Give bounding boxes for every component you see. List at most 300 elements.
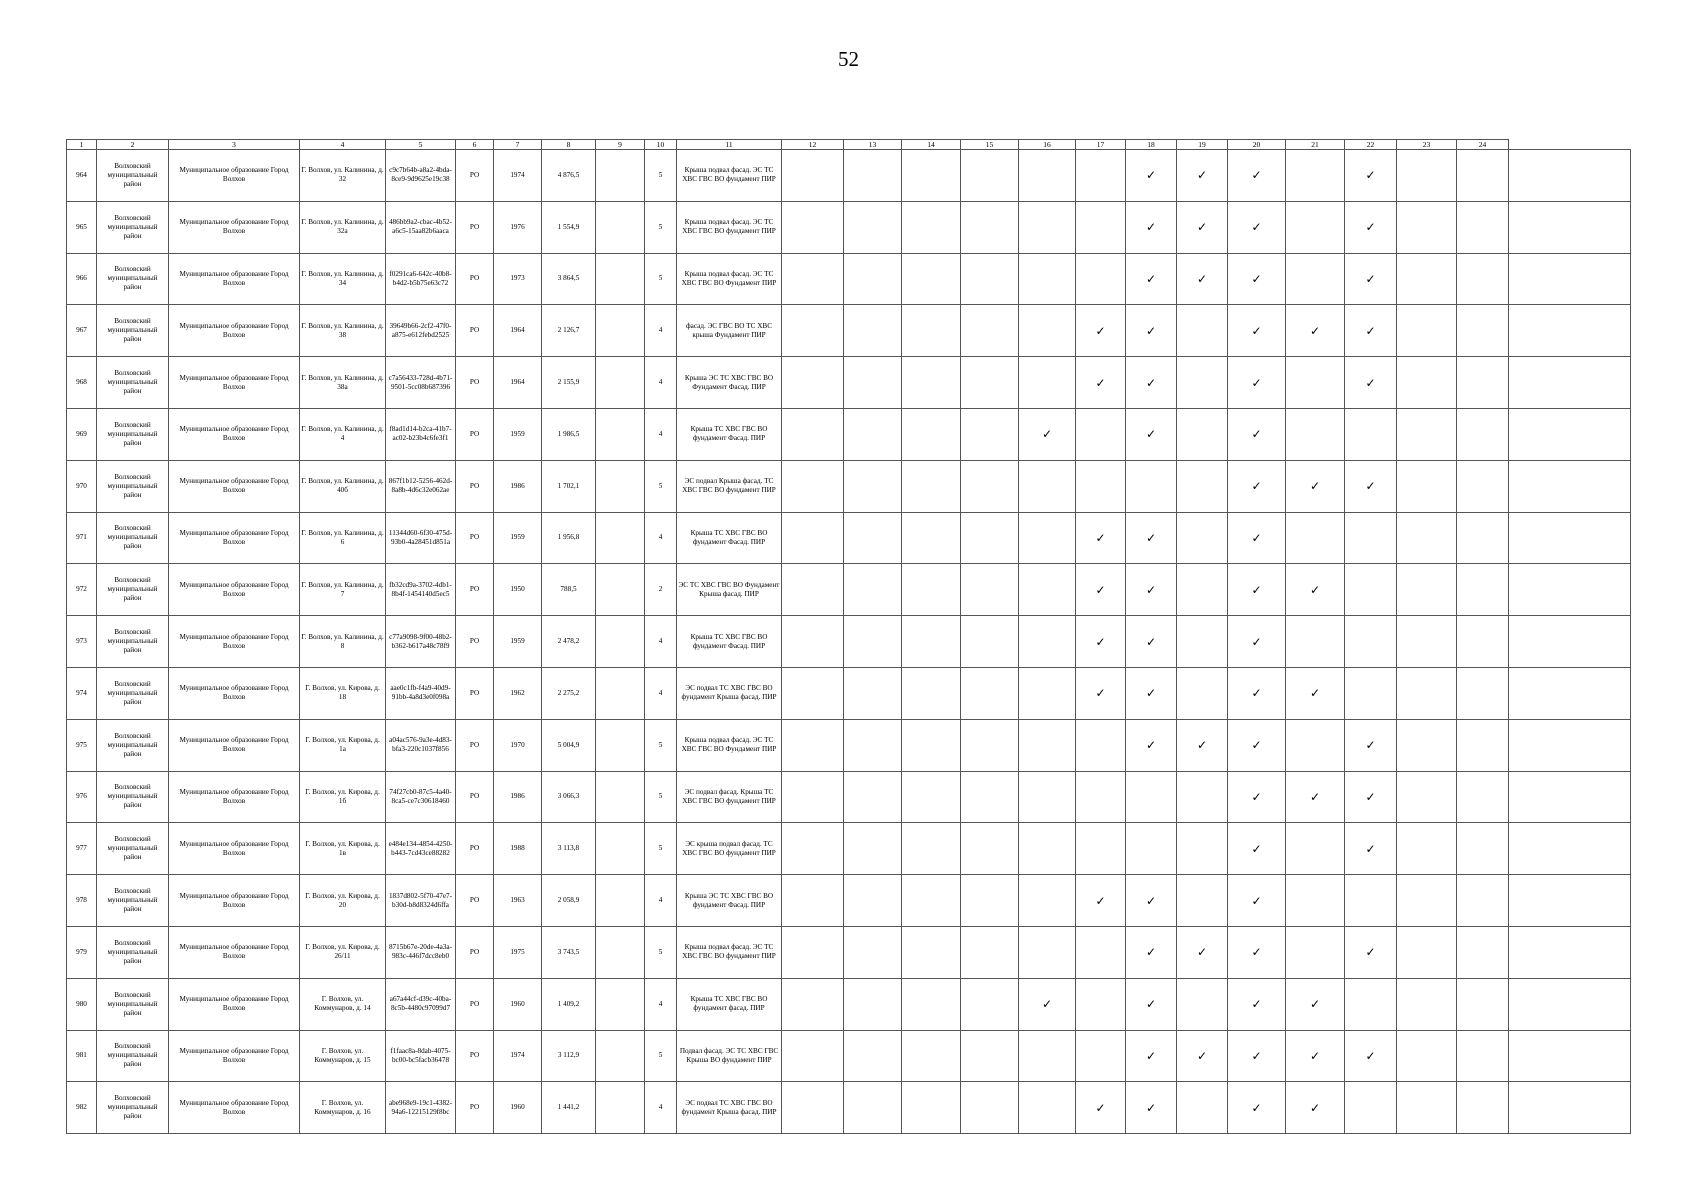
empty-mark-cell: [844, 1030, 902, 1082]
empty-mark-cell: [782, 1082, 844, 1134]
empty-mark-cell: [1019, 460, 1076, 512]
check-mark-icon: ✓: [1076, 357, 1126, 409]
empty-mark-cell: [1286, 408, 1345, 460]
empty-mark-cell: [961, 460, 1019, 512]
municipality-cell: Муниципальное образование Город Волхов: [169, 150, 300, 202]
house-guid-cell: fb32cd9a-3702-4db1-8b4f-1454140d5ec5: [386, 564, 456, 616]
empty-mark-cell: [1397, 305, 1457, 357]
area-cell: 2 058,9: [542, 875, 596, 927]
empty-mark-cell: [1397, 150, 1457, 202]
build-year-cell: 1950: [494, 564, 542, 616]
check-mark-icon: ✓: [1345, 1030, 1397, 1082]
build-year-cell: 1986: [494, 771, 542, 823]
district-cell: Волховский муниципальный район: [97, 1082, 169, 1134]
check-mark-icon: ✓: [1286, 667, 1345, 719]
empty-mark-cell: [1509, 823, 1631, 875]
empty-mark-cell: [1177, 823, 1228, 875]
column-number: 24: [1457, 140, 1509, 150]
municipality-cell: Муниципальное образование Город Волхов: [169, 408, 300, 460]
column-number: 4: [300, 140, 386, 150]
column-9-cell: [596, 253, 645, 305]
empty-mark-cell: [782, 253, 844, 305]
build-year-cell: 1975: [494, 926, 542, 978]
works-list-cell: Подвал фасад. ЭС ТС ХВС ГВС Крыша ВО фундамент ПИР: [677, 1030, 782, 1082]
empty-mark-cell: [902, 305, 961, 357]
column-number: 18: [1126, 140, 1177, 150]
empty-mark-cell: [902, 150, 961, 202]
build-year-cell: 1964: [494, 305, 542, 357]
floors-cell: 5: [645, 823, 677, 875]
municipality-cell: Муниципальное образование Город Волхов: [169, 460, 300, 512]
column-number: 23: [1397, 140, 1457, 150]
house-guid-cell: c77a9098-9f00-48b2-b362-b617a48c78f9: [386, 616, 456, 668]
area-cell: 3 112,9: [542, 1030, 596, 1082]
house-guid-cell: a67a44cf-d39c-40ba-8c5b-4480c97099d7: [386, 978, 456, 1030]
area-cell: 1 554,9: [542, 201, 596, 253]
check-mark-icon: ✓: [1076, 875, 1126, 927]
check-mark-icon: ✓: [1126, 616, 1177, 668]
check-mark-icon: ✓: [1126, 150, 1177, 202]
empty-mark-cell: [782, 512, 844, 564]
municipality-cell: Муниципальное образование Город Волхов: [169, 357, 300, 409]
check-mark-icon: ✓: [1228, 771, 1286, 823]
district-cell: Волховский муниципальный район: [97, 564, 169, 616]
check-mark-icon: ✓: [1345, 771, 1397, 823]
district-cell: Волховский муниципальный район: [97, 253, 169, 305]
municipality-cell: Муниципальное образование Город Волхов: [169, 823, 300, 875]
empty-mark-cell: [1019, 201, 1076, 253]
check-mark-icon: ✓: [1286, 460, 1345, 512]
empty-mark-cell: [844, 564, 902, 616]
municipality-cell: Муниципальное образование Город Волхов: [169, 875, 300, 927]
check-mark-icon: ✓: [1126, 201, 1177, 253]
district-cell: Волховский муниципальный район: [97, 978, 169, 1030]
empty-mark-cell: [1076, 823, 1126, 875]
empty-mark-cell: [1509, 564, 1631, 616]
empty-mark-cell: [782, 357, 844, 409]
empty-mark-cell: [1457, 253, 1509, 305]
empty-mark-cell: [902, 460, 961, 512]
build-year-cell: 1970: [494, 719, 542, 771]
empty-mark-cell: [1457, 1082, 1509, 1134]
empty-mark-cell: [1457, 1030, 1509, 1082]
works-list-cell: ЭС подвал ТС ХВС ГВС ВО фундамент Крыша фасад. ПИР: [677, 1082, 782, 1134]
empty-mark-cell: [1397, 616, 1457, 668]
register-table: [66, 139, 1631, 1134]
empty-mark-cell: [782, 823, 844, 875]
column-number: 19: [1177, 140, 1228, 150]
row-number-cell: 981: [67, 1030, 97, 1082]
empty-mark-cell: [1397, 1030, 1457, 1082]
empty-mark-cell: [961, 408, 1019, 460]
empty-mark-cell: [1457, 667, 1509, 719]
empty-mark-cell: [1397, 408, 1457, 460]
municipality-cell: Муниципальное образование Город Волхов: [169, 719, 300, 771]
area-cell: 788,5: [542, 564, 596, 616]
address-cell: Г. Волхов, ул. Кирова, д. 18: [300, 667, 386, 719]
check-mark-icon: ✓: [1228, 357, 1286, 409]
empty-mark-cell: [902, 771, 961, 823]
empty-mark-cell: [1397, 357, 1457, 409]
empty-mark-cell: [1457, 719, 1509, 771]
check-mark-icon: ✓: [1126, 719, 1177, 771]
empty-mark-cell: [1286, 150, 1345, 202]
works-list-cell: Крыша ТС ХВС ГВС ВО фундамент Фасад. ПИР: [677, 616, 782, 668]
table-row: [67, 616, 1631, 668]
empty-mark-cell: [1019, 616, 1076, 668]
column-number: 14: [902, 140, 961, 150]
district-cell: Волховский муниципальный район: [97, 926, 169, 978]
address-cell: Г. Волхов, ул. Калинина, д. 38: [300, 305, 386, 357]
empty-mark-cell: [1345, 667, 1397, 719]
district-cell: Волховский муниципальный район: [97, 875, 169, 927]
row-number-cell: 974: [67, 667, 97, 719]
row-number-cell: 964: [67, 150, 97, 202]
column-number: 17: [1076, 140, 1126, 150]
empty-mark-cell: [782, 460, 844, 512]
empty-mark-cell: [844, 978, 902, 1030]
empty-mark-cell: [1177, 771, 1228, 823]
account-form-cell: РО: [456, 771, 494, 823]
check-mark-icon: ✓: [1228, 305, 1286, 357]
empty-mark-cell: [1345, 1082, 1397, 1134]
empty-mark-cell: [1076, 719, 1126, 771]
account-form-cell: РО: [456, 408, 494, 460]
column-9-cell: [596, 408, 645, 460]
address-cell: Г. Волхов, ул. Калинина, д. 32: [300, 150, 386, 202]
empty-mark-cell: [902, 512, 961, 564]
empty-mark-cell: [1126, 771, 1177, 823]
empty-mark-cell: [1177, 408, 1228, 460]
address-cell: Г. Волхов, ул. Кирова, д. 1а: [300, 719, 386, 771]
empty-mark-cell: [782, 1030, 844, 1082]
table-row: [67, 771, 1631, 823]
area-cell: 4 876,5: [542, 150, 596, 202]
check-mark-icon: ✓: [1177, 1030, 1228, 1082]
district-cell: Волховский муниципальный район: [97, 201, 169, 253]
check-mark-icon: ✓: [1228, 978, 1286, 1030]
empty-mark-cell: [782, 564, 844, 616]
build-year-cell: 1962: [494, 667, 542, 719]
empty-mark-cell: [844, 616, 902, 668]
column-number: 9: [596, 140, 645, 150]
empty-mark-cell: [961, 150, 1019, 202]
check-mark-icon: ✓: [1286, 564, 1345, 616]
build-year-cell: 1959: [494, 512, 542, 564]
empty-mark-cell: [902, 926, 961, 978]
column-number: 21: [1286, 140, 1345, 150]
house-guid-cell: aae0c1fb-f4a9-40d9-91bb-4a8d3e0f098a: [386, 667, 456, 719]
floors-cell: 4: [645, 978, 677, 1030]
works-list-cell: Крыша подвал фасад. ЭС ТС ХВС ГВС ВО фундамент ПИР: [677, 201, 782, 253]
empty-mark-cell: [1019, 564, 1076, 616]
empty-mark-cell: [1286, 512, 1345, 564]
row-number-cell: 968: [67, 357, 97, 409]
check-mark-icon: ✓: [1345, 719, 1397, 771]
municipality-cell: Муниципальное образование Город Волхов: [169, 978, 300, 1030]
empty-mark-cell: [1345, 512, 1397, 564]
district-cell: Волховский муниципальный район: [97, 719, 169, 771]
empty-mark-cell: [1019, 1030, 1076, 1082]
empty-mark-cell: [844, 150, 902, 202]
empty-mark-cell: [1177, 512, 1228, 564]
check-mark-icon: ✓: [1286, 1082, 1345, 1134]
house-guid-cell: c9c7b64b-a8a2-4bda-8ce9-9d9625e19c38: [386, 150, 456, 202]
check-mark-icon: ✓: [1177, 201, 1228, 253]
column-9-cell: [596, 1030, 645, 1082]
empty-mark-cell: [1177, 305, 1228, 357]
empty-mark-cell: [902, 875, 961, 927]
floors-cell: 2: [645, 564, 677, 616]
district-cell: Волховский муниципальный район: [97, 150, 169, 202]
address-cell: Г. Волхов, ул. Кирова, д. 26/11: [300, 926, 386, 978]
empty-mark-cell: [1076, 150, 1126, 202]
area-cell: 2 126,7: [542, 305, 596, 357]
check-mark-icon: ✓: [1228, 667, 1286, 719]
address-cell: Г. Волхов, ул. Калинина, д. 8: [300, 616, 386, 668]
area-cell: 2 478,2: [542, 616, 596, 668]
table-row: [67, 357, 1631, 409]
empty-mark-cell: [902, 719, 961, 771]
check-mark-icon: ✓: [1345, 460, 1397, 512]
empty-mark-cell: [1509, 1030, 1631, 1082]
empty-mark-cell: [782, 150, 844, 202]
floors-cell: 4: [645, 357, 677, 409]
check-mark-icon: ✓: [1126, 253, 1177, 305]
empty-mark-cell: [1177, 1082, 1228, 1134]
empty-mark-cell: [1076, 408, 1126, 460]
area-cell: 1 409,2: [542, 978, 596, 1030]
build-year-cell: 1986: [494, 460, 542, 512]
empty-mark-cell: [1019, 719, 1076, 771]
row-number-cell: 972: [67, 564, 97, 616]
column-number: 3: [169, 140, 300, 150]
empty-mark-cell: [1076, 926, 1126, 978]
empty-mark-cell: [1019, 1082, 1076, 1134]
empty-mark-cell: [902, 667, 961, 719]
empty-mark-cell: [1019, 875, 1076, 927]
empty-mark-cell: [1076, 978, 1126, 1030]
account-form-cell: РО: [456, 926, 494, 978]
check-mark-icon: ✓: [1019, 408, 1076, 460]
works-list-cell: Крыша ТС ХВС ГВС ВО фундамент фасад. ПИР: [677, 978, 782, 1030]
empty-mark-cell: [961, 667, 1019, 719]
empty-mark-cell: [1019, 926, 1076, 978]
empty-mark-cell: [1509, 616, 1631, 668]
floors-cell: 4: [645, 512, 677, 564]
address-cell: Г. Волхов, ул. Калинина, д. 7: [300, 564, 386, 616]
empty-mark-cell: [1177, 978, 1228, 1030]
check-mark-icon: ✓: [1228, 1030, 1286, 1082]
district-cell: Волховский муниципальный район: [97, 460, 169, 512]
empty-mark-cell: [782, 771, 844, 823]
account-form-cell: РО: [456, 1082, 494, 1134]
check-mark-icon: ✓: [1177, 253, 1228, 305]
empty-mark-cell: [844, 719, 902, 771]
empty-mark-cell: [782, 875, 844, 927]
table-row: [67, 512, 1631, 564]
works-list-cell: ЭС подвал фасад. Крыша ТС ХВС ГВС ВО фундамент ПИР: [677, 771, 782, 823]
empty-mark-cell: [961, 719, 1019, 771]
empty-mark-cell: [1457, 201, 1509, 253]
check-mark-icon: ✓: [1228, 253, 1286, 305]
empty-mark-cell: [1509, 875, 1631, 927]
empty-mark-cell: [782, 616, 844, 668]
empty-mark-cell: [1019, 823, 1076, 875]
floors-cell: 5: [645, 150, 677, 202]
empty-mark-cell: [1457, 926, 1509, 978]
area-cell: 1 986,5: [542, 408, 596, 460]
check-mark-icon: ✓: [1076, 512, 1126, 564]
empty-mark-cell: [844, 875, 902, 927]
check-mark-icon: ✓: [1228, 460, 1286, 512]
house-guid-cell: 39649b66-2cf2-47f0-a875-e612febd2525: [386, 305, 456, 357]
empty-mark-cell: [902, 201, 961, 253]
empty-mark-cell: [1397, 667, 1457, 719]
address-cell: Г. Волхов, ул. Калинина, д. 38а: [300, 357, 386, 409]
column-9-cell: [596, 926, 645, 978]
empty-mark-cell: [844, 667, 902, 719]
build-year-cell: 1964: [494, 357, 542, 409]
empty-mark-cell: [1509, 305, 1631, 357]
column-9-cell: [596, 771, 645, 823]
floors-cell: 5: [645, 719, 677, 771]
empty-mark-cell: [1397, 564, 1457, 616]
check-mark-icon: ✓: [1345, 823, 1397, 875]
empty-mark-cell: [1509, 1082, 1631, 1134]
works-list-cell: Крыша ТС ХВС ГВС ВО фундамент Фасад. ПИР: [677, 408, 782, 460]
build-year-cell: 1960: [494, 1082, 542, 1134]
works-list-cell: ЭС подвал Крыша фасад. ТС ХВС ГВС ВО фундамент ПИР: [677, 460, 782, 512]
check-mark-icon: ✓: [1126, 875, 1177, 927]
account-form-cell: РО: [456, 253, 494, 305]
account-form-cell: РО: [456, 564, 494, 616]
empty-mark-cell: [1509, 357, 1631, 409]
check-mark-icon: ✓: [1286, 771, 1345, 823]
column-9-cell: [596, 201, 645, 253]
column-number: 5: [386, 140, 456, 150]
empty-mark-cell: [1457, 978, 1509, 1030]
check-mark-icon: ✓: [1345, 357, 1397, 409]
row-number-cell: 975: [67, 719, 97, 771]
check-mark-icon: ✓: [1228, 564, 1286, 616]
empty-mark-cell: [1457, 771, 1509, 823]
floors-cell: 4: [645, 875, 677, 927]
empty-mark-cell: [844, 460, 902, 512]
row-number-cell: 980: [67, 978, 97, 1030]
check-mark-icon: ✓: [1126, 305, 1177, 357]
column-9-cell: [596, 357, 645, 409]
empty-mark-cell: [961, 875, 1019, 927]
row-number-cell: 973: [67, 616, 97, 668]
check-mark-icon: ✓: [1126, 1082, 1177, 1134]
empty-mark-cell: [1019, 771, 1076, 823]
empty-mark-cell: [1019, 512, 1076, 564]
table-row: [67, 926, 1631, 978]
empty-mark-cell: [1019, 305, 1076, 357]
empty-mark-cell: [1457, 823, 1509, 875]
address-cell: Г. Волхов, ул. Калинина, д. 40б: [300, 460, 386, 512]
account-form-cell: РО: [456, 201, 494, 253]
table-row: [67, 978, 1631, 1030]
district-cell: Волховский муниципальный район: [97, 408, 169, 460]
works-list-cell: ЭС крыша подвал фасад. ТС ХВС ГВС ВО фундамент ПИР: [677, 823, 782, 875]
check-mark-icon: ✓: [1076, 305, 1126, 357]
municipality-cell: Муниципальное образование Город Волхов: [169, 1082, 300, 1134]
column-9-cell: [596, 1082, 645, 1134]
build-year-cell: 1959: [494, 408, 542, 460]
empty-mark-cell: [1457, 564, 1509, 616]
column-number: 16: [1019, 140, 1076, 150]
district-cell: Волховский муниципальный район: [97, 512, 169, 564]
check-mark-icon: ✓: [1076, 667, 1126, 719]
floors-cell: 5: [645, 253, 677, 305]
column-number: 10: [645, 140, 677, 150]
table-row: [67, 1082, 1631, 1134]
empty-mark-cell: [1177, 616, 1228, 668]
house-guid-cell: f1faac8a-8dab-4075-bc00-bc5facb36478: [386, 1030, 456, 1082]
house-guid-cell: 74f27cb0-87c5-4a40-8ca5-ce7c30618460: [386, 771, 456, 823]
house-guid-cell: 8715b67e-20de-4a3a-983c-446f7dcc8eb0: [386, 926, 456, 978]
account-form-cell: РО: [456, 719, 494, 771]
account-form-cell: РО: [456, 150, 494, 202]
check-mark-icon: ✓: [1286, 1030, 1345, 1082]
empty-mark-cell: [1397, 1082, 1457, 1134]
area-cell: 1 441,2: [542, 1082, 596, 1134]
empty-mark-cell: [1177, 875, 1228, 927]
empty-mark-cell: [902, 408, 961, 460]
row-number-cell: 969: [67, 408, 97, 460]
empty-mark-cell: [902, 1082, 961, 1134]
account-form-cell: РО: [456, 1030, 494, 1082]
check-mark-icon: ✓: [1345, 926, 1397, 978]
district-cell: Волховский муниципальный район: [97, 771, 169, 823]
check-mark-icon: ✓: [1126, 357, 1177, 409]
empty-mark-cell: [844, 512, 902, 564]
empty-mark-cell: [1286, 357, 1345, 409]
empty-mark-cell: [1509, 926, 1631, 978]
empty-mark-cell: [1397, 253, 1457, 305]
empty-mark-cell: [902, 616, 961, 668]
table-row: [67, 253, 1631, 305]
works-list-cell: ЭС подвал ТС ХВС ГВС ВО фундамент Крыша фасад. ПИР: [677, 667, 782, 719]
empty-mark-cell: [1345, 978, 1397, 1030]
row-number-cell: 978: [67, 875, 97, 927]
account-form-cell: РО: [456, 875, 494, 927]
empty-mark-cell: [1457, 150, 1509, 202]
empty-mark-cell: [1286, 926, 1345, 978]
table-row: [67, 408, 1631, 460]
empty-mark-cell: [844, 253, 902, 305]
empty-mark-cell: [1286, 875, 1345, 927]
floors-cell: 5: [645, 771, 677, 823]
check-mark-icon: ✓: [1228, 616, 1286, 668]
district-cell: Волховский муниципальный район: [97, 1030, 169, 1082]
empty-mark-cell: [1457, 875, 1509, 927]
check-mark-icon: ✓: [1228, 823, 1286, 875]
column-number: 15: [961, 140, 1019, 150]
empty-mark-cell: [1286, 616, 1345, 668]
row-number-cell: 967: [67, 305, 97, 357]
empty-mark-cell: [1509, 201, 1631, 253]
empty-mark-cell: [782, 667, 844, 719]
empty-mark-cell: [1397, 875, 1457, 927]
empty-mark-cell: [782, 926, 844, 978]
empty-mark-cell: [902, 357, 961, 409]
district-cell: Волховский муниципальный район: [97, 823, 169, 875]
municipality-cell: Муниципальное образование Город Волхов: [169, 512, 300, 564]
works-list-cell: Крыша ТС ХВС ГВС ВО фундамент Фасад. ПИР: [677, 512, 782, 564]
